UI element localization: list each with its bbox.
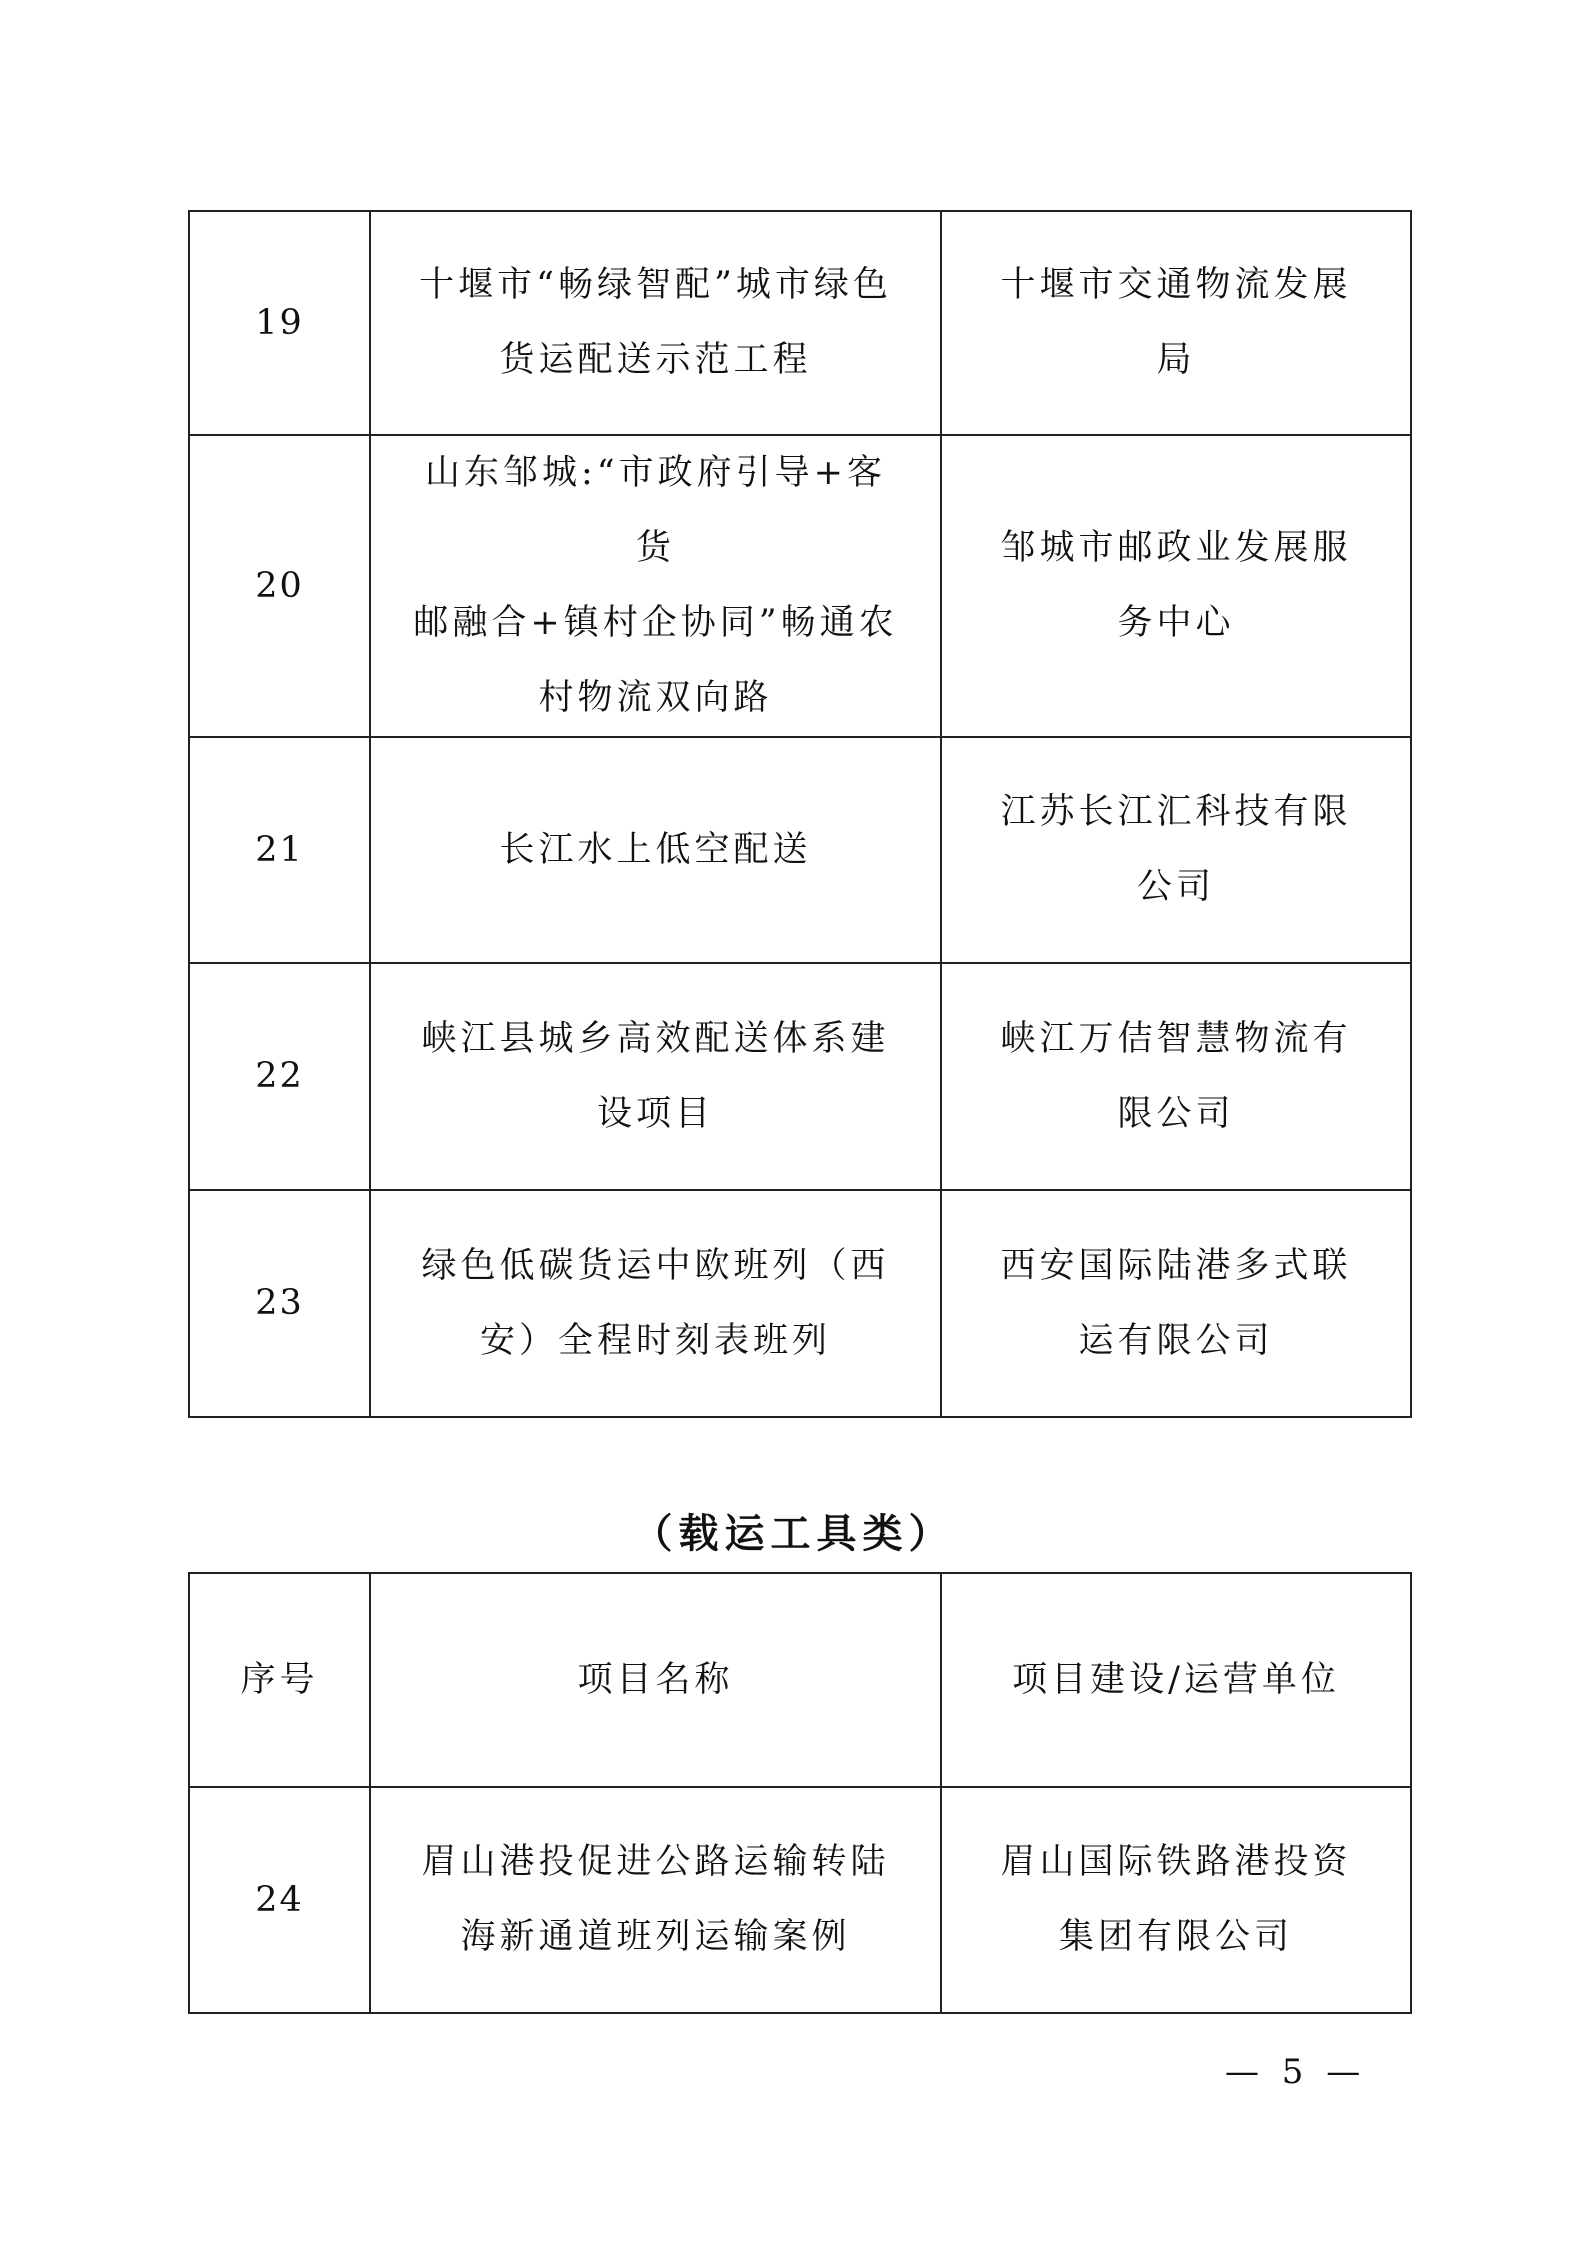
- table-row: [189, 963, 1411, 1190]
- project-name-line: 十堰市“畅绿智配”城市绿色: [419, 265, 892, 305]
- operator-unit-cell: [941, 1190, 1411, 1417]
- project-name-line: 眉山港投促进公路运输转陆: [421, 1842, 890, 1882]
- page-number: — 5 —: [1225, 2052, 1367, 2092]
- project-name-cell: [370, 1787, 941, 2013]
- operator-unit-line: 峡江万佶智慧物流有: [1000, 1018, 1352, 1059]
- operator-unit-line: 邹城市邮政业发展服: [1000, 528, 1352, 568]
- operator-unit-line: 眉山国际铁路港投资: [1000, 1842, 1352, 1882]
- project-name-line: 安）全程时刻表班列: [479, 1320, 831, 1361]
- project-name-line: 邮融合+镇村企协同”畅通农: [413, 603, 898, 643]
- project-name-line: 设项目: [596, 1093, 714, 1134]
- operator-unit-line: 务中心: [1117, 603, 1235, 643]
- table-row: [189, 1190, 1411, 1417]
- header-operator-unit: 项目建设/运营单位: [941, 1573, 1411, 1787]
- row-number: 21: [189, 737, 370, 963]
- operator-unit-line: 局: [1156, 340, 1196, 380]
- operator-unit-line: 运有限公司: [1078, 1320, 1274, 1361]
- project-table-continued: [188, 210, 1412, 1418]
- table-row: [189, 435, 1411, 737]
- project-name-line: 海新通道班列运输案例: [460, 1917, 851, 1957]
- project-name-cell: [370, 1190, 941, 1417]
- header-number: 序号: [189, 1573, 370, 1787]
- section-title: （载运工具类）: [632, 1510, 955, 1557]
- header-project-name: 项目名称: [370, 1573, 941, 1787]
- project-name-line: 长江水上低空配送: [499, 829, 812, 870]
- operator-unit-cell: [941, 737, 1411, 963]
- project-table-vehicles: [188, 1572, 1412, 2014]
- operator-unit-cell: [941, 435, 1411, 737]
- row-number: 20: [189, 435, 370, 737]
- operator-unit-line: 集团有限公司: [1058, 1917, 1293, 1957]
- project-name-line: 峡江县城乡高效配送体系建: [421, 1018, 890, 1059]
- project-name-line: 村物流双向路: [538, 678, 773, 718]
- row-number: 22: [189, 963, 370, 1190]
- table-row: [189, 737, 1411, 963]
- operator-unit-line: 江苏长江汇科技有限: [1000, 792, 1352, 832]
- table-header-row: [189, 1573, 1411, 1787]
- project-name-cell: [370, 737, 941, 963]
- project-name-cell: [370, 963, 941, 1190]
- row-number: 19: [189, 211, 370, 435]
- project-name-line: 货运配送示范工程: [499, 340, 812, 380]
- table-row: [189, 211, 1411, 435]
- row-number: 24: [189, 1787, 370, 2013]
- project-name-line: 山东邹城:“市政府引导+客货: [424, 453, 886, 568]
- project-name-cell: [370, 435, 941, 737]
- operator-unit-cell: [941, 211, 1411, 435]
- operator-unit-line: 限公司: [1117, 1093, 1235, 1134]
- project-name-line: 绿色低碳货运中欧班列（西: [421, 1245, 890, 1286]
- operator-unit-line: 西安国际陆港多式联: [1000, 1245, 1352, 1286]
- table-row: [189, 1787, 1411, 2013]
- row-number: 23: [189, 1190, 370, 1417]
- project-name-cell: [370, 211, 941, 435]
- operator-unit-line: 十堰市交通物流发展: [1000, 265, 1352, 305]
- operator-unit-line: 公司: [1136, 867, 1215, 907]
- operator-unit-cell: [941, 1787, 1411, 2013]
- operator-unit-cell: [941, 963, 1411, 1190]
